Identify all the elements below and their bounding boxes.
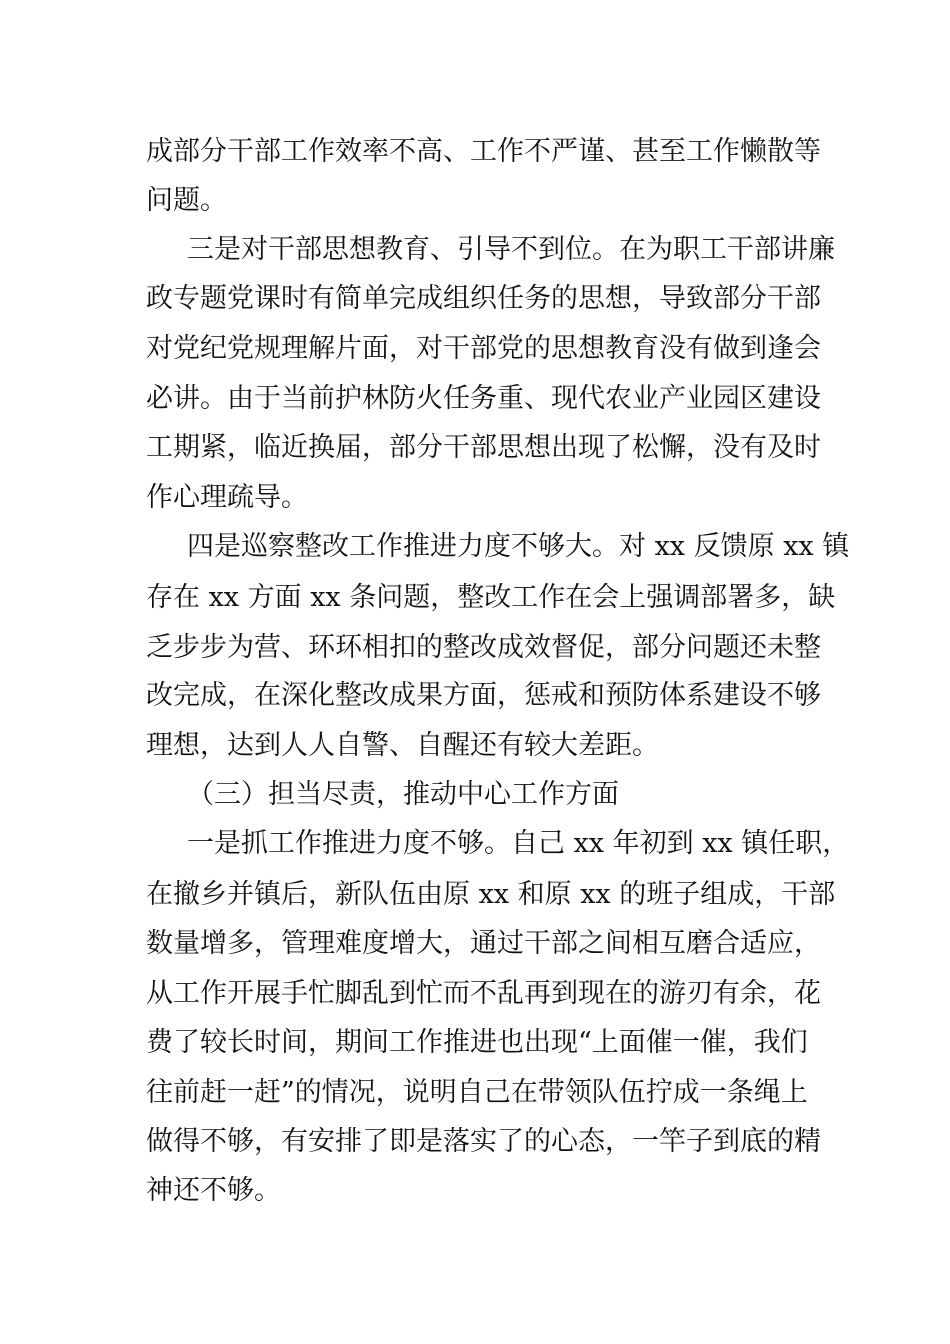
text-line: 成部分干部工作效率不高、工作不严谨、甚至工作懒散等 (146, 136, 821, 167)
text-line: 在撤乡并镇后，新队伍由原 xx 和原 xx 的班子组成，干部 (146, 879, 836, 910)
text-line: 三是对干部思想教育、引导不到位。在为职工干部讲廉 (187, 234, 835, 265)
text-line: 往前赶一赶”的情况，说明自己在带领队伍拧成一条绳上 (146, 1077, 808, 1108)
text-line: 从工作开展手忙脚乱到忙而不乱再到现在的游刃有余，花 (146, 978, 821, 1009)
text-line: 作心理疏导。 (146, 482, 308, 513)
text-line: 对党纪党规理解片面，对干部党的思想教育没有做到逢会 (146, 333, 821, 364)
section-heading: （三）担当尽责，推动中心工作方面 (187, 779, 619, 810)
text-line: 乏步步为营、环环相扣的整改成效督促，部分问题还未整 (146, 632, 821, 663)
text-line: 四是巡察整改工作推进力度不够大。对 xx 反馈原 xx 镇 (187, 531, 850, 562)
text-line: 理想，达到人人自警、自醒还有较大差距。 (146, 730, 659, 761)
text-line: 一是抓工作推进力度不够。自己 xx 年初到 xx 镇任职， (187, 828, 850, 859)
text-line: 费了较长时间，期间工作推进也出现“上面催一催，我们 (146, 1027, 808, 1058)
text-line: 数量增多，管理难度增大，通过干部之间相互磨合适应， (146, 928, 821, 959)
text-line: 神还不够。 (146, 1175, 281, 1206)
text-line: 存在 xx 方面 xx 条问题，整改工作在会上强调部署多，缺 (146, 582, 836, 613)
text-line: 必讲。由于当前护林防火任务重、现代农业产业园区建设 (146, 383, 821, 414)
text-line: 做得不够，有安排了即是落实了的心态，一竿子到底的精 (146, 1126, 821, 1157)
text-line: 政专题党课时有简单完成组织任务的思想，导致部分干部 (146, 283, 821, 314)
text-line: 工期紧，临近换届，部分干部思想出现了松懈，没有及时 (146, 432, 821, 463)
text-line: 改完成，在深化整改成果方面，惩戒和预防体系建设不够 (146, 680, 821, 711)
text-line: 问题。 (146, 185, 227, 216)
